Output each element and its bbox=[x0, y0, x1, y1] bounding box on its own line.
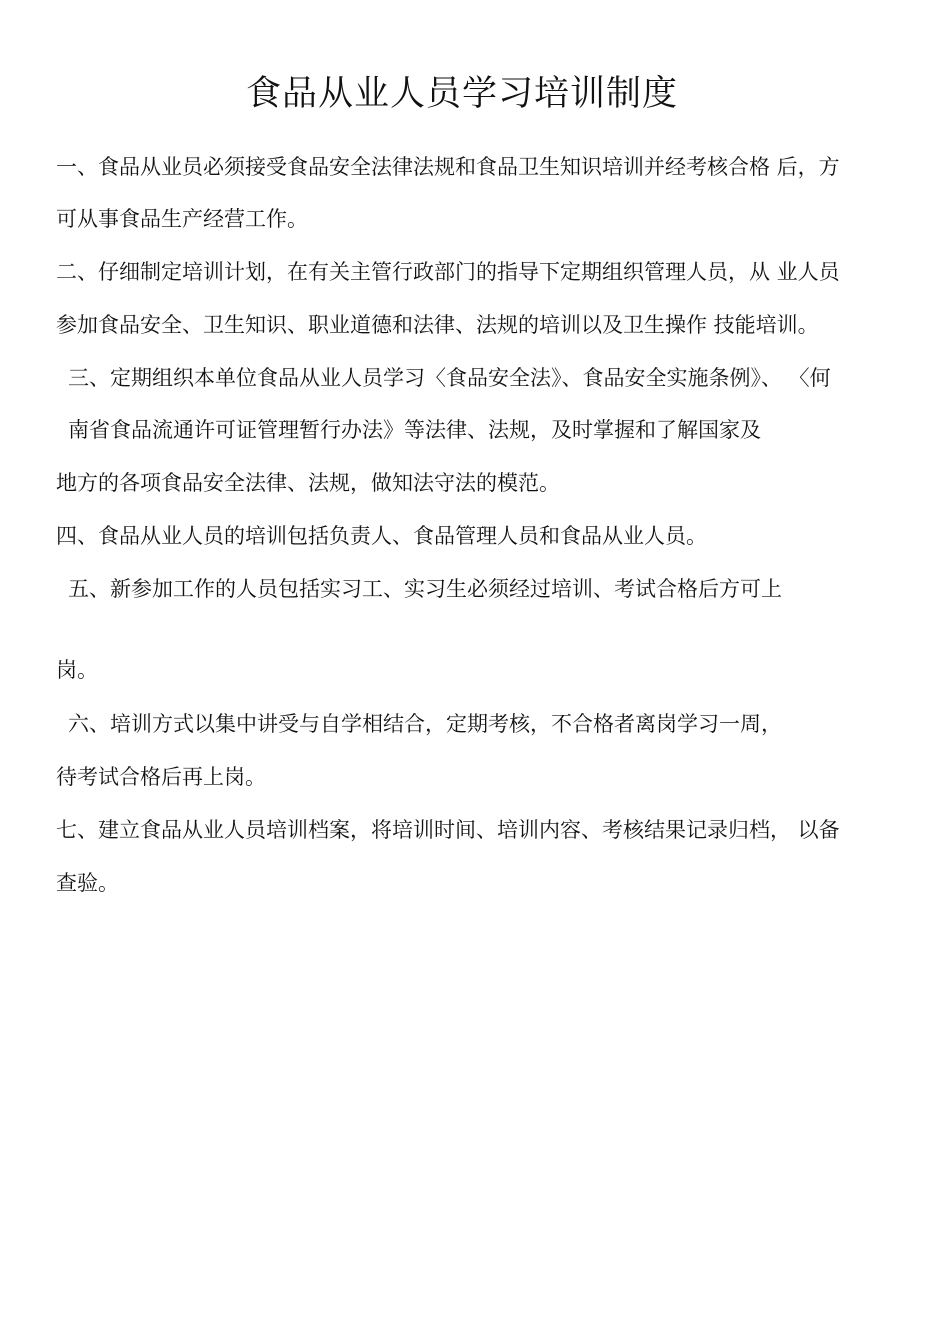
rule-6-line-1: 六、培训方式以集中讲受与自学相结合，定期考核，不合格者离岗学习一周， bbox=[68, 712, 782, 736]
rule-3-line-1: 三、定期组织本单位食品从业人员学习〈食品安全法》、食品安全实施条例》、 〈何 bbox=[68, 366, 831, 390]
rule-4-line-1: 四、食品从业人员的培训包括负责人、食品管理人员和食品从业人员。 bbox=[56, 524, 707, 548]
rule-5-line-2: 岗。 bbox=[56, 658, 98, 682]
rule-2-line-1: 二、仔细制定培训计划，在有关主管行政部门的指导下定期组织管理人员，从 业人员 bbox=[56, 260, 840, 284]
rule-2-line-2: 参加食品安全、卫生知识、职业道德和法律、法规的培训以及卫生操作 技能培训。 bbox=[56, 313, 819, 337]
rule-1-line-1: 一、食品从业员必须接受食品安全法律法规和食品卫生知识培训并经考核合格 后，方 bbox=[56, 155, 840, 179]
rule-7-line-2: 查验。 bbox=[56, 871, 119, 895]
rule-3-line-3: 地方的各项食品安全法律、法规，做知法守法的模范。 bbox=[56, 471, 560, 495]
rule-1-line-2: 可从事食品生产经营工作。 bbox=[56, 207, 308, 231]
rule-5-line-1: 五、新参加工作的人员包括实习工、实习生必须经过培训、考试合格后方可上 bbox=[68, 577, 782, 601]
rule-3-line-2: 南省食品流通许可证管理暂行办法》等法律、法规，及时掌握和了解国家及 bbox=[68, 418, 761, 442]
rule-7-line-1: 七、建立食品从业人员培训档案，将培训时间、培训内容、考核结果记录归档， 以备 bbox=[56, 818, 840, 842]
rule-6-line-2: 待考试合格后再上岗。 bbox=[56, 765, 266, 789]
page-title: 食品从业人员学习培训制度 bbox=[245, 74, 678, 114]
